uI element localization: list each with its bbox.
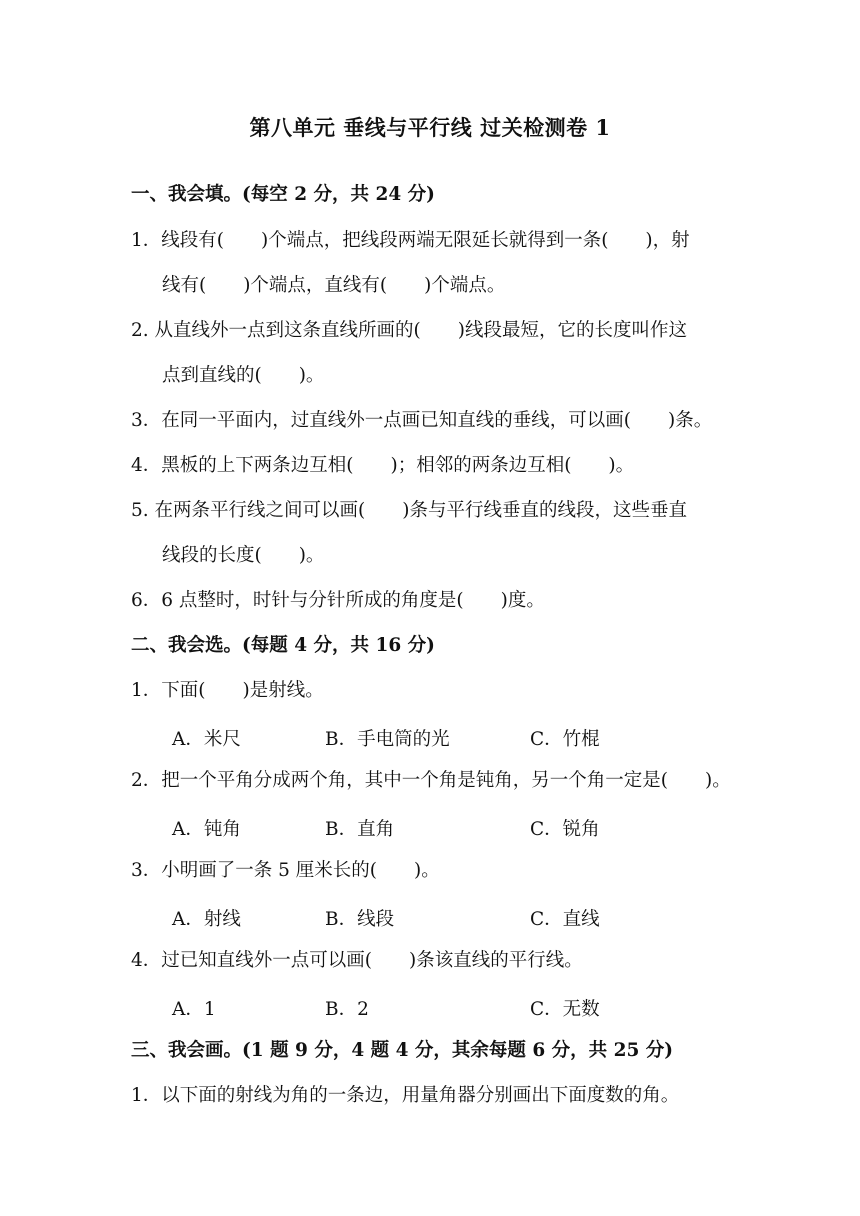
- choice-question-3: 3．小明画了一条 5 厘米长的( )。: [131, 860, 440, 881]
- option-b: B．线段: [325, 909, 395, 930]
- fill-question-4: 4．黑板的上下两条边互相( )；相邻的两条边互相( )。: [131, 455, 635, 476]
- fill-question-1-cont: 线有( )个端点，直线有( )个端点。: [162, 275, 506, 296]
- section-heading-fill: 一、我会填。(每空 2 分，共 24 分): [131, 184, 435, 205]
- fill-question-2: 2. 从直线外一点到这条直线所画的( )线段最短，它的长度叫作这: [131, 320, 687, 341]
- option-a: A．钝角: [172, 819, 241, 840]
- fill-question-3: 3．在同一平面内，过直线外一点画已知直线的垂线，可以画( )条。: [131, 410, 713, 431]
- choice-question-2: 2．把一个平角分成两个角，其中一个角是钝角，另一个角一定是( )。: [131, 770, 731, 791]
- draw-question-1: 1．以下面的射线为角的一条边，用量角器分别画出下面度数的角。: [131, 1085, 680, 1106]
- option-c: C．锐角: [530, 819, 600, 840]
- fill-question-5-cont: 线段的长度( )。: [162, 545, 325, 566]
- option-c: C．竹棍: [530, 729, 600, 750]
- option-a: A．射线: [172, 909, 241, 930]
- section-heading-draw: 三、我会画。(1 题 9 分，4 题 4 分，其余每题 6 分，共 25 分): [131, 1040, 674, 1061]
- fill-question-5: 5. 在两条平行线之间可以画( )条与平行线垂直的线段，这些垂直: [131, 500, 687, 521]
- option-a: A．米尺: [172, 729, 241, 750]
- option-c: C．直线: [530, 909, 600, 930]
- option-b: B．手电筒的光: [325, 729, 450, 750]
- fill-question-6: 6．6 点整时，时针与分针所成的角度是( )度。: [131, 590, 545, 611]
- fill-question-2-cont: 点到直线的( )。: [162, 365, 325, 386]
- choice-question-1: 1．下面( )是射线。: [131, 680, 324, 701]
- option-a: A．1: [172, 999, 216, 1020]
- fill-question-1: 1．线段有( )个端点，把线段两端无限延长就得到一条( )，射: [131, 230, 690, 251]
- option-b: B．直角: [325, 819, 395, 840]
- option-c: C．无数: [530, 999, 600, 1020]
- page-title: 第八单元 垂线与平行线 过关检测卷 1: [249, 115, 611, 140]
- section-heading-choose: 二、我会选。(每题 4 分，共 16 分): [131, 635, 435, 656]
- option-b: B．2: [325, 999, 369, 1020]
- choice-question-4: 4．过已知直线外一点可以画( )条该直线的平行线。: [131, 950, 583, 971]
